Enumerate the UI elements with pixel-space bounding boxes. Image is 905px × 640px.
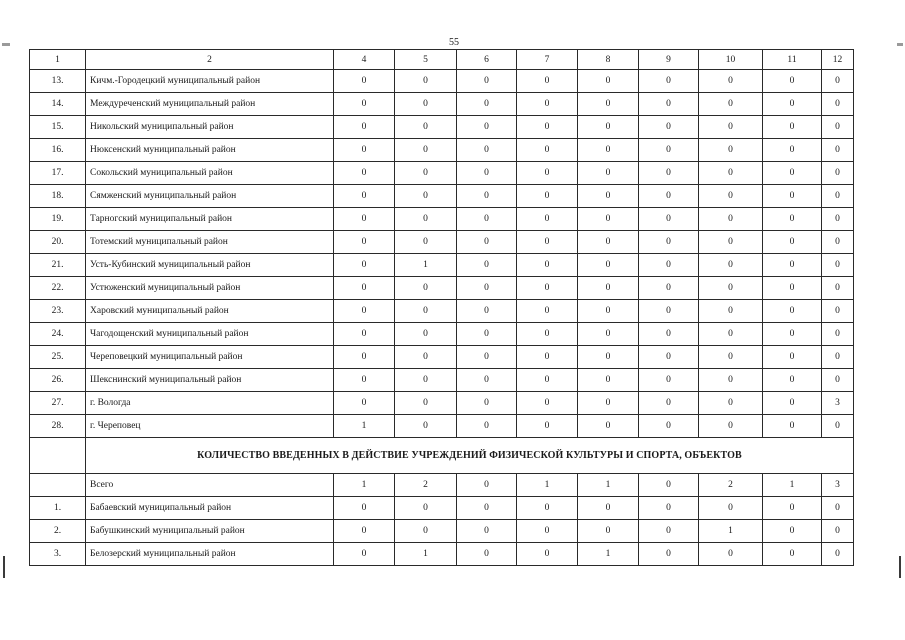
row-number: 27. <box>30 392 86 415</box>
value-cell: 0 <box>395 70 457 93</box>
value-cell: 0 <box>578 93 639 116</box>
value-cell: 0 <box>517 323 578 346</box>
table-row <box>30 323 854 346</box>
value-cell: 0 <box>334 497 395 520</box>
value-cell: 0 <box>822 116 854 139</box>
value-cell: 0 <box>822 185 854 208</box>
row-number: 19. <box>30 208 86 231</box>
district-name: г. Вологда <box>86 392 334 415</box>
value-cell: 0 <box>763 346 822 369</box>
value-cell: 0 <box>699 300 763 323</box>
scan-margin-mark <box>899 556 901 578</box>
value-cell: 0 <box>763 392 822 415</box>
value-cell: 0 <box>517 392 578 415</box>
value-cell: 0 <box>334 185 395 208</box>
row-number: 26. <box>30 369 86 392</box>
value-cell: 2 <box>395 474 457 497</box>
value-cell: 0 <box>699 277 763 300</box>
value-cell: 0 <box>763 231 822 254</box>
value-cell: 1 <box>763 474 822 497</box>
value-cell: 0 <box>822 323 854 346</box>
district-name: Кичм.-Городецкий муниципальный район <box>86 70 334 93</box>
value-cell: 0 <box>457 70 517 93</box>
value-cell: 0 <box>578 231 639 254</box>
value-cell: 0 <box>334 254 395 277</box>
value-cell: 0 <box>763 520 822 543</box>
value-cell: 0 <box>763 323 822 346</box>
value-cell: 0 <box>395 300 457 323</box>
value-cell: 0 <box>578 139 639 162</box>
value-cell: 0 <box>763 208 822 231</box>
table-row <box>30 520 854 543</box>
value-cell: 3 <box>822 474 854 497</box>
table-row <box>30 277 854 300</box>
value-cell: 0 <box>334 369 395 392</box>
value-cell: 0 <box>395 185 457 208</box>
value-cell: 0 <box>517 520 578 543</box>
table-row <box>30 497 854 520</box>
table-row <box>30 185 854 208</box>
value-cell: 0 <box>395 139 457 162</box>
row-number: 1. <box>30 497 86 520</box>
value-cell: 0 <box>457 415 517 438</box>
row-number: 22. <box>30 277 86 300</box>
value-cell: 0 <box>578 369 639 392</box>
table-row <box>30 70 854 93</box>
district-name: Чагодощенский муниципальный район <box>86 323 334 346</box>
value-cell: 0 <box>699 346 763 369</box>
table-row <box>30 346 854 369</box>
value-cell: 0 <box>763 139 822 162</box>
value-cell: 0 <box>639 185 699 208</box>
section-row-number <box>30 438 86 474</box>
value-cell: 0 <box>822 277 854 300</box>
value-cell: 0 <box>395 346 457 369</box>
value-cell: 0 <box>639 70 699 93</box>
value-cell: 0 <box>517 497 578 520</box>
value-cell: 0 <box>763 116 822 139</box>
value-cell: 0 <box>517 277 578 300</box>
value-cell: 0 <box>822 346 854 369</box>
value-cell: 0 <box>699 116 763 139</box>
row-number: 3. <box>30 543 86 566</box>
table-row <box>30 392 854 415</box>
value-cell: 0 <box>822 139 854 162</box>
column-header: 4 <box>334 50 395 70</box>
page-number: 55 <box>449 37 459 48</box>
value-cell: 0 <box>822 254 854 277</box>
value-cell: 1 <box>395 254 457 277</box>
district-name: Нюксенский муниципальный район <box>86 139 334 162</box>
value-cell: 1 <box>334 474 395 497</box>
value-cell: 0 <box>639 116 699 139</box>
value-cell: 0 <box>578 415 639 438</box>
table-body <box>30 50 854 566</box>
value-cell: 0 <box>639 139 699 162</box>
district-name: Сямженский муниципальный район <box>86 185 334 208</box>
value-cell: 0 <box>822 543 854 566</box>
table-row <box>30 254 854 277</box>
value-cell: 0 <box>639 231 699 254</box>
value-cell: 0 <box>334 93 395 116</box>
value-cell: 0 <box>517 543 578 566</box>
scan-margin-mark <box>3 556 5 578</box>
value-cell: 0 <box>822 93 854 116</box>
value-cell: 0 <box>578 346 639 369</box>
value-cell: 0 <box>639 369 699 392</box>
district-name: Тотемский муниципальный район <box>86 231 334 254</box>
row-number: 14. <box>30 93 86 116</box>
table-row <box>30 93 854 116</box>
district-name: Никольский муниципальный район <box>86 116 334 139</box>
value-cell: 0 <box>395 497 457 520</box>
section-title: КОЛИЧЕСТВО ВВЕДЕННЫХ В ДЕЙСТВИЕ УЧРЕЖДЕНИЙ ФИЗИЧЕСКОЙ КУЛЬТУРЫ И СПОРТА, ОБЪЕКТОВ <box>86 438 854 474</box>
row-number: 18. <box>30 185 86 208</box>
value-cell: 0 <box>457 254 517 277</box>
value-cell: 0 <box>395 415 457 438</box>
value-cell: 0 <box>822 497 854 520</box>
value-cell: 0 <box>578 70 639 93</box>
value-cell: 0 <box>334 139 395 162</box>
value-cell: 0 <box>822 162 854 185</box>
value-cell: 0 <box>578 254 639 277</box>
value-cell: 0 <box>822 369 854 392</box>
table-row <box>30 415 854 438</box>
district-name: Бабушкинский муниципальный район <box>86 520 334 543</box>
district-name: Белозерский муниципальный район <box>86 543 334 566</box>
value-cell: 0 <box>578 300 639 323</box>
value-cell: 0 <box>334 392 395 415</box>
value-cell: 0 <box>517 415 578 438</box>
row-number: 15. <box>30 116 86 139</box>
value-cell: 0 <box>578 277 639 300</box>
district-name: Харовский муниципальный район <box>86 300 334 323</box>
value-cell: 0 <box>639 543 699 566</box>
table-row <box>30 162 854 185</box>
value-cell: 1 <box>699 520 763 543</box>
row-number: 17. <box>30 162 86 185</box>
row-number: 28. <box>30 415 86 438</box>
value-cell: 0 <box>457 162 517 185</box>
value-cell: 0 <box>763 415 822 438</box>
value-cell: 0 <box>334 116 395 139</box>
value-cell: 0 <box>822 231 854 254</box>
value-cell: 0 <box>763 162 822 185</box>
value-cell: 0 <box>822 520 854 543</box>
value-cell: 0 <box>334 231 395 254</box>
value-cell: 0 <box>699 208 763 231</box>
table-row <box>30 139 854 162</box>
value-cell: 0 <box>763 254 822 277</box>
row-number: 21. <box>30 254 86 277</box>
value-cell: 2 <box>699 474 763 497</box>
table-row <box>30 543 854 566</box>
value-cell: 0 <box>457 346 517 369</box>
value-cell: 0 <box>457 369 517 392</box>
value-cell: 0 <box>334 300 395 323</box>
row-number: 24. <box>30 323 86 346</box>
value-cell: 0 <box>517 346 578 369</box>
row-number: 20. <box>30 231 86 254</box>
row-number <box>30 474 86 497</box>
value-cell: 0 <box>639 162 699 185</box>
row-number: 16. <box>30 139 86 162</box>
value-cell: 0 <box>699 254 763 277</box>
value-cell: 0 <box>578 323 639 346</box>
district-name: Бабаевский муниципальный район <box>86 497 334 520</box>
value-cell: 0 <box>639 277 699 300</box>
value-cell: 0 <box>395 231 457 254</box>
value-cell: 0 <box>457 497 517 520</box>
value-cell: 0 <box>334 208 395 231</box>
value-cell: 3 <box>822 392 854 415</box>
value-cell: 0 <box>639 300 699 323</box>
value-cell: 0 <box>639 208 699 231</box>
value-cell: 0 <box>699 497 763 520</box>
value-cell: 1 <box>517 474 578 497</box>
value-cell: 0 <box>395 93 457 116</box>
column-header: 11 <box>763 50 822 70</box>
value-cell: 0 <box>763 369 822 392</box>
value-cell: 0 <box>639 323 699 346</box>
value-cell: 0 <box>457 231 517 254</box>
value-cell: 0 <box>517 254 578 277</box>
value-cell: 0 <box>395 520 457 543</box>
value-cell: 0 <box>699 139 763 162</box>
value-cell: 0 <box>457 474 517 497</box>
value-cell: 0 <box>457 208 517 231</box>
value-cell: 0 <box>699 231 763 254</box>
value-cell: 0 <box>822 208 854 231</box>
district-name: Сокольский муниципальный район <box>86 162 334 185</box>
value-cell: 0 <box>699 415 763 438</box>
value-cell: 0 <box>763 185 822 208</box>
value-cell: 1 <box>395 543 457 566</box>
value-cell: 0 <box>334 70 395 93</box>
value-cell: 0 <box>763 70 822 93</box>
value-cell: 0 <box>639 254 699 277</box>
value-cell: 0 <box>578 520 639 543</box>
table-row <box>30 474 854 497</box>
value-cell: 0 <box>578 208 639 231</box>
value-cell: 0 <box>395 369 457 392</box>
value-cell: 0 <box>699 162 763 185</box>
statistics-table <box>29 49 854 566</box>
value-cell: 0 <box>517 93 578 116</box>
value-cell: 0 <box>457 323 517 346</box>
value-cell: 0 <box>578 497 639 520</box>
district-name: г. Череповец <box>86 415 334 438</box>
value-cell: 0 <box>457 185 517 208</box>
value-cell: 0 <box>395 116 457 139</box>
column-header: 1 <box>30 50 86 70</box>
row-number: 2. <box>30 520 86 543</box>
value-cell: 0 <box>457 93 517 116</box>
value-cell: 0 <box>639 415 699 438</box>
value-cell: 0 <box>395 323 457 346</box>
value-cell: 0 <box>578 162 639 185</box>
value-cell: 0 <box>699 543 763 566</box>
value-cell: 0 <box>699 93 763 116</box>
value-cell: 0 <box>639 520 699 543</box>
value-cell: 1 <box>578 474 639 497</box>
value-cell: 0 <box>334 346 395 369</box>
value-cell: 0 <box>699 323 763 346</box>
value-cell: 0 <box>334 162 395 185</box>
value-cell: 0 <box>395 277 457 300</box>
value-cell: 0 <box>395 162 457 185</box>
column-header: 7 <box>517 50 578 70</box>
value-cell: 0 <box>639 497 699 520</box>
row-number: 25. <box>30 346 86 369</box>
table-header-row <box>30 50 854 70</box>
value-cell: 0 <box>699 70 763 93</box>
column-header: 8 <box>578 50 639 70</box>
value-cell: 0 <box>334 543 395 566</box>
value-cell: 0 <box>395 208 457 231</box>
district-name: Устюженский муниципальный район <box>86 277 334 300</box>
value-cell: 0 <box>517 70 578 93</box>
value-cell: 0 <box>639 346 699 369</box>
table-row <box>30 208 854 231</box>
value-cell: 0 <box>578 116 639 139</box>
value-cell: 0 <box>517 116 578 139</box>
district-name: Тарногский муниципальный район <box>86 208 334 231</box>
section-row <box>30 438 854 474</box>
value-cell: 0 <box>578 185 639 208</box>
value-cell: 0 <box>763 300 822 323</box>
row-number: 23. <box>30 300 86 323</box>
value-cell: 0 <box>457 139 517 162</box>
district-name: Междуреченский муниципальный район <box>86 93 334 116</box>
column-header: 12 <box>822 50 854 70</box>
value-cell: 0 <box>763 497 822 520</box>
value-cell: 0 <box>517 300 578 323</box>
value-cell: 0 <box>822 300 854 323</box>
column-header: 9 <box>639 50 699 70</box>
column-header: 10 <box>699 50 763 70</box>
district-name: Всего <box>86 474 334 497</box>
value-cell: 0 <box>639 474 699 497</box>
value-cell: 0 <box>334 323 395 346</box>
value-cell: 0 <box>763 93 822 116</box>
district-name: Усть-Кубинский муниципальный район <box>86 254 334 277</box>
value-cell: 0 <box>457 116 517 139</box>
value-cell: 0 <box>517 208 578 231</box>
scan-margin-mark <box>897 43 903 46</box>
table-row <box>30 231 854 254</box>
value-cell: 1 <box>578 543 639 566</box>
value-cell: 0 <box>457 520 517 543</box>
value-cell: 1 <box>334 415 395 438</box>
value-cell: 0 <box>457 277 517 300</box>
district-name: Череповецкий муниципальный район <box>86 346 334 369</box>
value-cell: 0 <box>763 277 822 300</box>
value-cell: 0 <box>457 392 517 415</box>
value-cell: 0 <box>334 520 395 543</box>
value-cell: 0 <box>578 392 639 415</box>
value-cell: 0 <box>517 185 578 208</box>
value-cell: 0 <box>517 139 578 162</box>
table-row <box>30 369 854 392</box>
value-cell: 0 <box>517 231 578 254</box>
value-cell: 0 <box>699 392 763 415</box>
row-number: 13. <box>30 70 86 93</box>
value-cell: 0 <box>822 70 854 93</box>
scan-margin-mark <box>2 43 10 46</box>
value-cell: 0 <box>517 162 578 185</box>
table-row <box>30 116 854 139</box>
column-header: 5 <box>395 50 457 70</box>
value-cell: 0 <box>699 369 763 392</box>
table-row <box>30 300 854 323</box>
value-cell: 0 <box>639 392 699 415</box>
district-name: Шекснинский муниципальный район <box>86 369 334 392</box>
value-cell: 0 <box>457 543 517 566</box>
value-cell: 0 <box>334 277 395 300</box>
value-cell: 0 <box>517 369 578 392</box>
column-header: 2 <box>86 50 334 70</box>
value-cell: 0 <box>395 392 457 415</box>
value-cell: 0 <box>822 415 854 438</box>
value-cell: 0 <box>699 185 763 208</box>
column-header: 6 <box>457 50 517 70</box>
value-cell: 0 <box>457 300 517 323</box>
value-cell: 0 <box>763 543 822 566</box>
value-cell: 0 <box>639 93 699 116</box>
